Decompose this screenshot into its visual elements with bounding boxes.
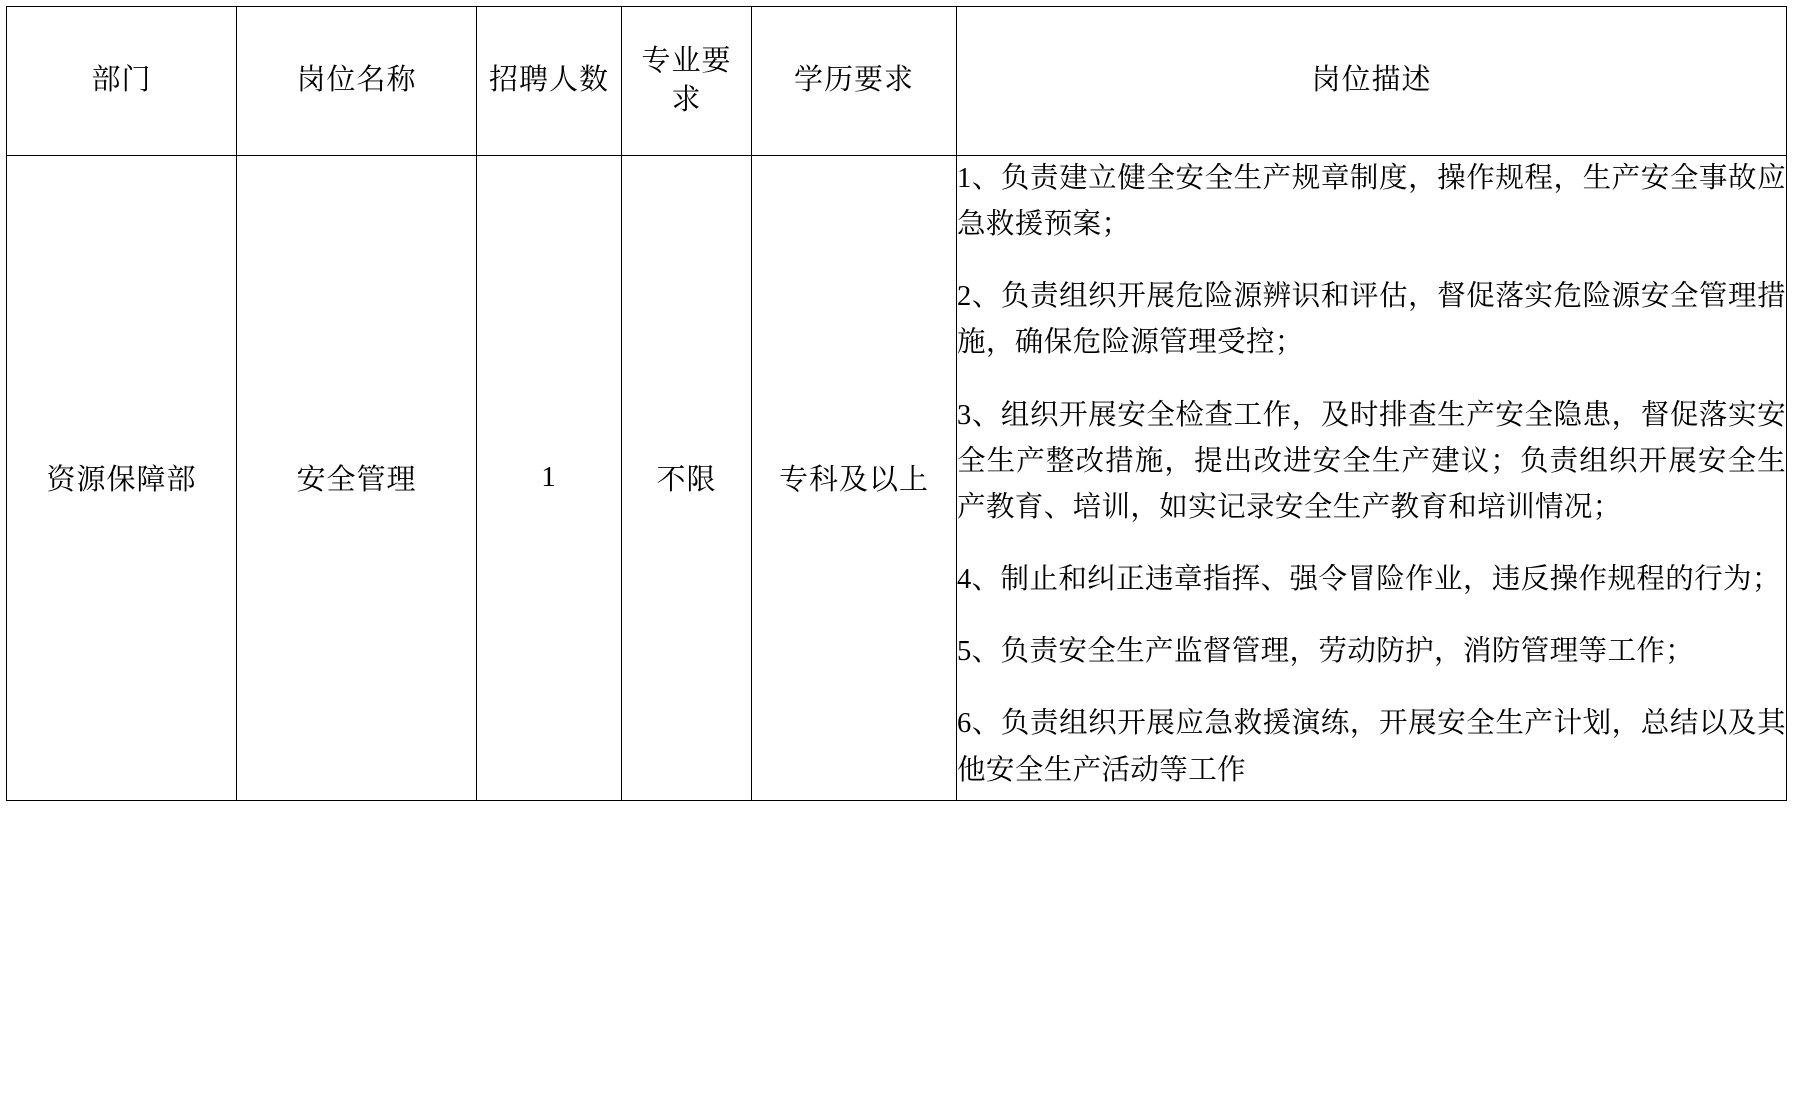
cell-description	[957, 156, 1787, 801]
description-item: 4、制止和纠正违章指挥、强令冒险作业，违反操作规程的行为；	[957, 564, 1781, 596]
cell-education: 专科及以上	[752, 156, 957, 801]
table-row	[7, 156, 1787, 801]
description-item: 6、负责组织开展应急救援演练，开展安全生产计划，总结以及其他安全生产活动等工作	[957, 708, 1786, 786]
column-header-department	[7, 7, 237, 156]
column-header-description-label: 岗位描述	[1311, 64, 1432, 97]
table-header-row	[7, 7, 1787, 156]
cell-headcount: 1	[477, 156, 622, 801]
column-header-position-label: 岗位名称	[296, 64, 417, 97]
cell-major: 不限	[622, 156, 752, 801]
column-header-headcount	[477, 7, 622, 156]
table-body	[7, 156, 1787, 801]
description-item: 3、组织开展安全检查工作，及时排查生产安全隐患，督促落实安全生产整改措施，提出改进安全生产建议；负责组织开展安全生产教育、培训，如实记录安全生产教育和培训情况；	[957, 399, 1786, 523]
column-header-major-label: 专业要求	[641, 44, 732, 116]
column-header-position	[237, 7, 477, 156]
column-header-description	[957, 7, 1787, 156]
description-item: 1、负责建立健全安全生产规章制度，操作规程，生产安全事故应急救援预案；	[957, 163, 1786, 241]
column-header-education	[752, 7, 957, 156]
column-header-major	[622, 7, 752, 156]
column-header-education-label: 学历要求	[793, 64, 914, 97]
recruitment-table	[6, 6, 1787, 801]
description-item: 2、负责组织开展危险源辨识和评估，督促落实危险源安全管理措施，确保危险源管理受控；	[957, 281, 1786, 359]
column-header-department-label: 部门	[91, 64, 152, 97]
description-item: 5、负责安全生产监督管理，劳动防护，消防管理等工作；	[957, 636, 1695, 668]
cell-department: 资源保障部	[7, 156, 237, 801]
cell-position: 安全管理	[237, 156, 477, 801]
column-header-headcount-label: 招聘人数	[488, 64, 609, 97]
table-header	[7, 7, 1787, 156]
